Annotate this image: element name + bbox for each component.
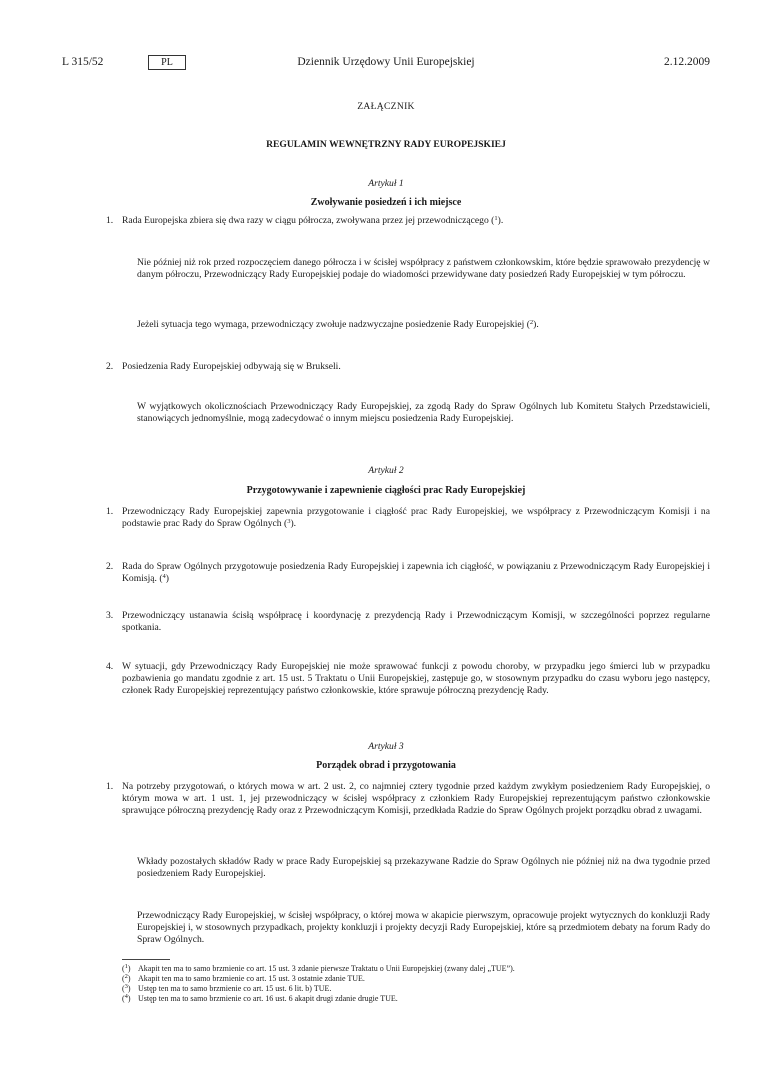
document-title: REGULAMIN WEWNĘTRZNY RADY EUROPEJSKIEJ [266,139,506,150]
paragraph-number: 1. [106,506,114,517]
footnote-number: 3 [124,983,128,990]
paragraph-text: Rada do Spraw Ogólnych przygotowuje posiedzenia Rady Europejskiej i zapewnia ich ciągłość, w powiązaniu z Przewodniczącym Rady Europejskiej i Komisją. [122,561,710,585]
footnote-ref: 4 [162,573,166,581]
footnote-number: 4 [124,993,128,1000]
article-1-paragraph-2-subpara-2: W wyjątkowych okolicznościach Przewodniczący Rady Europejskiej, za zgodą Rady do Spraw Ogólnych lub Komitetu Stałych Przedstawicieli, stanowiących jednomyślnie, mogą zadecydować o innym miejscu posiedzenia Rady Europejskiej. [137,401,710,425]
footnote-number: 2 [124,973,128,980]
paragraph-number: 1. [106,781,114,792]
article-1-label: Artykuł 1 [368,178,404,189]
article-3-label: Artykuł 3 [368,741,404,752]
article-2-label: Artykuł 2 [368,465,404,476]
footnote-text: Akapit ten ma to samo brzmienie co art. 15 ust. 3 zdanie pierwsze Traktatu o Unii Europejskiej (zwany dalej „TUE”). [138,964,515,973]
footnote-1: ($^1$) Akapit ten ma to samo brzmienie co art. 15 ust. 3 zdanie pierwsze Traktatu o Unii Europejskiej (zwany dalej „TUE”). [122,963,515,973]
journal-reference: L 315/52 [62,56,104,68]
page-header [62,56,710,70]
footnote-text: Ustęp ten ma to samo brzmienie co art. 16 ust. 6 akapit drugi zdanie drugie TUE. [138,994,398,1003]
paragraph-text: Przewodniczący ustanawia ścisłą współpracę i koordynację z prezydencją Rady i Przewodniczącym Komisji, w szczególności poprzez regularne spotkania. [122,610,710,634]
paragraph-text: Na potrzeby przygotowań, o których mowa w art. 2 ust. 2, co najmniej cztery tygodnie przed każdym zwykłym posiedzeniem Rady Europejskiej, o którym mowa w art. 1 ust. 1, jej przewodniczący w ścisłej współpracy z członkiem Rady Europejskiej reprezentującym państwo członkowskie sprawujące półroczną prezydencję Rady oraz z Przewodniczącym Komisji, przedkłada Radzie do Spraw Ogólnych projekt porządku obrad z uwagami. [122,781,710,817]
footnote-ref: 3 [287,518,291,526]
footnote-3: ($^3$) Ustęp ten ma to samo brzmienie co art. 15 ust. 6 lit. b) TUE. [122,983,332,993]
article-2-paragraph-2: 2. Rada do Spraw Ogólnych przygotowuje posiedzenia Rady Europejskiej i zapewnia ich ciągłość, w powiązaniu z Przewodniczącym Rady Europejskiej i Komisją. ($^4$) [106,561,710,585]
footnote-4: ($^4$) Ustęp ten ma to samo brzmienie co art. 16 ust. 6 akapit drugi zdanie drugie TUE. [122,993,398,1003]
footnote-text: Ustęp ten ma to samo brzmienie co art. 15 ust. 6 lit. b) TUE. [138,984,332,993]
article-1-paragraph-2 [106,361,710,373]
publication-date: 2.12.2009 [664,56,710,68]
footnote-2: ($^2$) Akapit ten ma to samo brzmienie co art. 15 ust. 3 ostatnie zdanie TUE. [122,973,365,983]
article-3-paragraph-1-subpara-3: Przewodniczący Rady Europejskiej, w ścisłej współpracy, o której mowa w akapicie pierwszym, opracowuje projekt wytycznych do konkluzji Rady Europejskiej i, w stosownych przypadkach, projekty konkluzji i projekty decyzji Rady Europejskiej, które są przedmiotem debaty na forum Rady do Spraw Ogólnych. [137,910,710,946]
article-2-paragraph-4 [106,661,710,698]
article-2-heading: Przygotowywanie i zapewnienie ciągłości prac Rady Europejskiej [246,485,526,496]
article-1-paragraph-1-subpara-2: Nie później niż rok przed rozpoczęciem danego półrocza i w ścisłej współpracy z państwem członkowskim, które będzie sprawowało prezydencję w danym półroczu, Przewodniczący Rady Europejskiej podaje do wiadomości przewidywane daty posiedzeń Rady Europejskiej w tym półroczu. [137,257,710,281]
paragraph-text: Jeżeli sytuacja tego wymaga, przewodniczący zwołuje nadzwyczajne posiedzenie Rady Europejskiej [137,319,525,330]
paragraph-text: Przewodniczący Rady Europejskiej zapewnia przygotowanie i ciągłość prac Rady Europejskiej, we współpracy z Przewodniczącym Komisji i na podstawie prac Rady do Spraw Ogólnych [122,506,710,530]
article-1-paragraph-1-subpara-3: Jeżeli sytuacja tego wymaga, przewodniczący zwołuje nadzwyczajne posiedzenie Rady Europejskiej ($^2$). [137,319,539,330]
paragraph-number: 2. [106,361,114,372]
article-3-paragraph-1-subpara-2: Wkłady pozostałych składów Rady w prace Rady Europejskiej są przekazywane Radzie do Spraw Ogólnych nie później niż na dwa tygodnie przed posiedzeniem Rady Europejskiej. [137,856,710,880]
footnote-divider [122,959,170,960]
article-3-paragraph-1 [106,781,710,818]
article-2-paragraph-1: 1. Przewodniczący Rady Europejskiej zapewnia przygotowanie i ciągłość prac Rady Europejskiej, we współpracy z Przewodniczącym Komisji i na podstawie prac Rady do Spraw Ogólnych ($^3$). [106,506,710,530]
footnotes [122,964,710,1004]
paragraph-text: Rada Europejska zbiera się dwa razy w ciągu półrocza, zwoływana przez jej przewodniczącego [122,215,489,226]
footnote-text: Akapit ten ma to samo brzmienie co art. 15 ust. 3 ostatnie zdanie TUE. [138,974,365,983]
annex-label: ZAŁĄCZNIK [357,101,415,112]
article-1-paragraph-1: 1. Rada Europejska zbiera się dwa razy w ciągu półrocza, zwoływana przez jej przewodniczącego ($^1$). [106,215,504,226]
article-2-paragraph-3 [106,610,710,634]
footnote-ref: 1 [494,215,498,222]
paragraph-number: 3. [106,610,114,621]
paragraph-text: Posiedzenia Rady Europejskiej odbywają się w Brukseli. [122,361,341,372]
footnote-ref: 2 [529,319,534,326]
article-3-heading: Porządek obrad i przygotowania [316,760,456,771]
article-1-heading: Zwoływanie posiedzeń i ich miejsce [310,197,462,208]
footnote-number: 1 [124,963,128,970]
paragraph-number: 1. [106,215,114,226]
journal-title: Dziennik Urzędowy Unii Europejskiej [297,56,475,68]
language-badge: PL [148,55,186,70]
paragraph-number: 2. [106,561,114,572]
paragraph-text: W sytuacji, gdy Przewodniczący Rady Europejskiej nie może sprawować funkcji z powodu choroby, w przypadku jego śmierci lub w przypadku pozbawienia go mandatu zgodnie z art. 15 ust. 5 Traktatu o Unii Europejskiej, zastępuje go, w stosownym przypadku do czasu wyboru jego następcy, członek Rady Europejskiej reprezentujący państwo członkowskie, które sprawuje półroczną prezydencję Rady. [122,661,710,697]
paragraph-number: 4. [106,661,114,672]
